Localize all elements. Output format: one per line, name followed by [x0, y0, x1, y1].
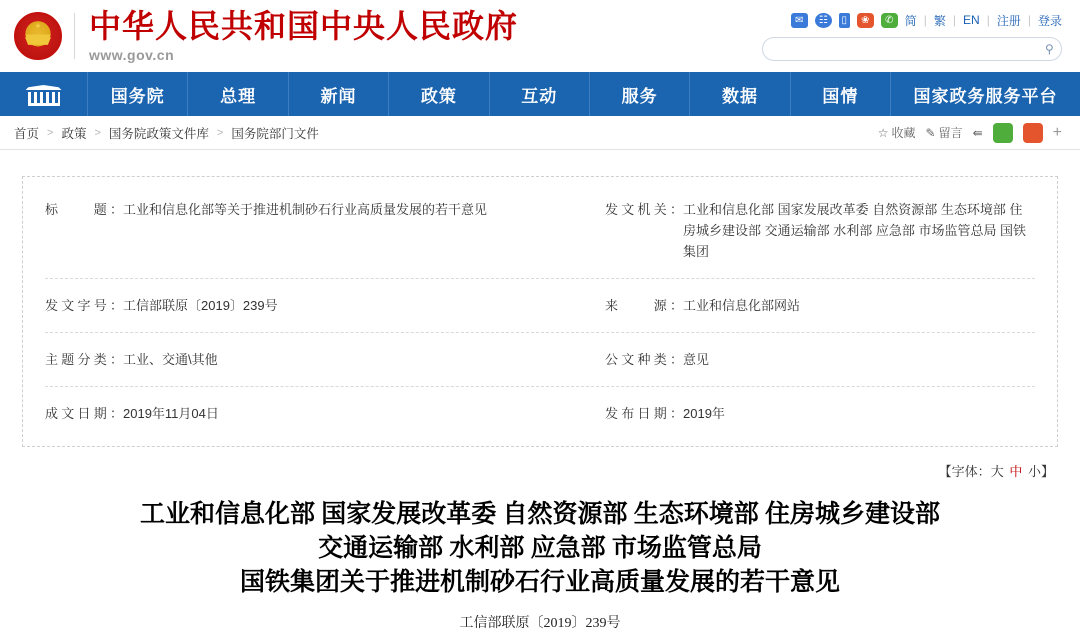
page-title-line-1: 工业和信息化部 国家发展改革委 自然资源部 生态环境部 住房城乡建设部 — [139, 501, 940, 528]
star-icon: ☆ — [877, 125, 889, 140]
meta-value-title: 工业和信息化部等关于推进机制砂石行业高质量发展的若干意见 — [123, 202, 488, 217]
document-meta-table — [22, 176, 1058, 447]
favorite-label: 收藏 — [891, 126, 916, 140]
meta-cell-publishdate — [605, 403, 1035, 424]
register-link[interactable]: 注册 — [996, 13, 1021, 28]
meta-cell-issuer — [605, 199, 1035, 262]
page-title — [90, 498, 990, 600]
header-divider — [74, 13, 75, 59]
breadcrumb-separator-2: > — [94, 126, 101, 139]
meta-cell-writtendate — [45, 403, 605, 424]
meta-cell-docnumber — [45, 295, 605, 316]
page-title-line-3: 国铁集团关于推进机制砂石行业高质量发展的若干意见 — [239, 569, 840, 596]
meta-cell-source — [605, 295, 1035, 316]
wechat-share-icon[interactable] — [993, 123, 1013, 143]
gate-home-icon — [24, 83, 64, 105]
wechat-icon[interactable]: ✆ — [881, 13, 898, 28]
nav-item-zhengwufuwu[interactable]: 国家政务服务平台 — [913, 86, 1058, 106]
meta-value-docnumber: 工信部联原〔2019〕239号 — [123, 298, 278, 313]
mobile-icon[interactable]: ▯ — [839, 13, 850, 28]
national-emblem-icon — [14, 12, 62, 60]
breadcrumb-item-department-docs[interactable]: 国务院部门文件 — [231, 126, 319, 141]
meta-label-writtendate: 成文日期： — [45, 406, 123, 421]
meta-cell-doctype — [605, 349, 1035, 370]
meta-label-docnumber: 发文字号： — [45, 298, 123, 313]
share-icon[interactable]: ⇚ — [972, 125, 983, 140]
meta-label-title: 标 题： — [45, 202, 123, 217]
nav-item-fuwu[interactable]: 服务 — [590, 72, 690, 116]
main-nav — [0, 72, 1080, 116]
table-row — [45, 183, 1035, 279]
font-size-large-button[interactable]: 大 — [990, 464, 1004, 479]
comment-label: 留言 — [938, 126, 963, 140]
sep-4: | — [1027, 13, 1031, 27]
meta-label-category: 主题分类： — [45, 352, 123, 367]
comment-button[interactable] — [926, 124, 963, 141]
site-title-en: www.gov.cn — [89, 47, 175, 63]
breadcrumb-item-policy[interactable]: 政策 — [61, 126, 87, 141]
lang-traditional-link[interactable]: 繁 — [933, 13, 946, 28]
favorite-button[interactable] — [878, 124, 916, 141]
meta-value-issuer: 工业和信息化部 国家发展改革委 自然资源部 生态环境部 住房城乡建设部 交通运输部 水利部 应急部 市场监管总局 国铁集团 — [683, 202, 1027, 259]
message-icon[interactable]: ☷ — [815, 13, 832, 28]
lang-simplified-link[interactable]: 简 — [904, 13, 917, 28]
nav-item-zhengce[interactable]: 政策 — [389, 72, 489, 116]
site-title-cn: 中华人民共和国中央人民政府 — [89, 8, 519, 44]
sep-2: | — [952, 13, 957, 27]
search-icon[interactable]: ⚲ — [1039, 41, 1055, 57]
nav-item-hudong[interactable]: 互动 — [490, 72, 590, 116]
fontbar-prefix: 【字体： — [938, 464, 991, 479]
breadcrumb-item-home[interactable]: 首页 — [14, 126, 40, 141]
search-box[interactable] — [762, 37, 1062, 61]
meta-value-source: 工业和信息化部网站 — [683, 298, 801, 313]
site-header — [0, 0, 1080, 72]
font-size-controls — [0, 447, 1080, 480]
nav-item-guowuyuan[interactable]: 国务院 — [88, 72, 188, 116]
meta-cell-category — [45, 349, 605, 370]
meta-label-publishdate: 发布日期： — [605, 406, 683, 421]
meta-value-publishdate: 2019年 — [683, 406, 725, 421]
meta-value-category: 工业、交通\其他 — [123, 352, 218, 367]
fontbar-suffix: 】 — [1040, 464, 1054, 479]
meta-cell-title — [45, 199, 605, 262]
sep-3: | — [986, 13, 990, 27]
meta-value-writtendate: 2019年11月04日 — [123, 406, 219, 421]
pencil-icon: ✎ — [925, 125, 936, 140]
table-row — [45, 333, 1035, 387]
site-brand[interactable] — [89, 10, 518, 62]
page-title-line-2: 交通运输部 水利部 应急部 市场监管总局 — [318, 535, 762, 562]
sep-1: | — [923, 13, 927, 27]
nav-item-zongli[interactable]: 总理 — [188, 72, 288, 116]
lang-english-link[interactable]: EN — [963, 13, 980, 27]
login-link[interactable]: 登录 — [1037, 13, 1062, 28]
breadcrumb-separator-3: > — [216, 126, 224, 139]
breadcrumb — [0, 116, 1080, 150]
plus-icon[interactable]: + — [1052, 123, 1062, 141]
table-row — [45, 279, 1035, 333]
weibo-icon[interactable]: ❀ — [857, 13, 874, 28]
weibo-share-icon[interactable] — [1023, 123, 1043, 143]
nav-item-guoqing[interactable]: 国情 — [791, 72, 891, 116]
meta-value-doctype: 意见 — [683, 352, 710, 367]
document-number: 工信部联原〔2019〕239号 — [459, 616, 621, 631]
nav-item-xinwen[interactable]: 新闻 — [289, 72, 389, 116]
font-size-small-button[interactable]: 小 — [1027, 464, 1041, 479]
nav-item-home[interactable] — [0, 72, 88, 116]
font-size-medium-button[interactable]: 中 — [1009, 464, 1023, 479]
meta-label-doctype: 公文种类： — [605, 352, 683, 367]
search-input[interactable] — [775, 41, 1039, 57]
breadcrumb-item-policy-library[interactable]: 国务院政策文件库 — [108, 126, 209, 141]
nav-item-shuju[interactable]: 数据 — [690, 72, 790, 116]
meta-label-source: 来 源： — [605, 298, 683, 313]
table-row — [45, 387, 1035, 440]
meta-label-issuer: 发文机关： — [605, 202, 683, 217]
mail-icon[interactable]: ✉ — [791, 13, 808, 28]
header-utility-links — [791, 12, 1062, 29]
page-tools — [878, 123, 1062, 143]
breadcrumb-separator-1: > — [47, 126, 54, 139]
header-utility-area — [762, 12, 1062, 61]
